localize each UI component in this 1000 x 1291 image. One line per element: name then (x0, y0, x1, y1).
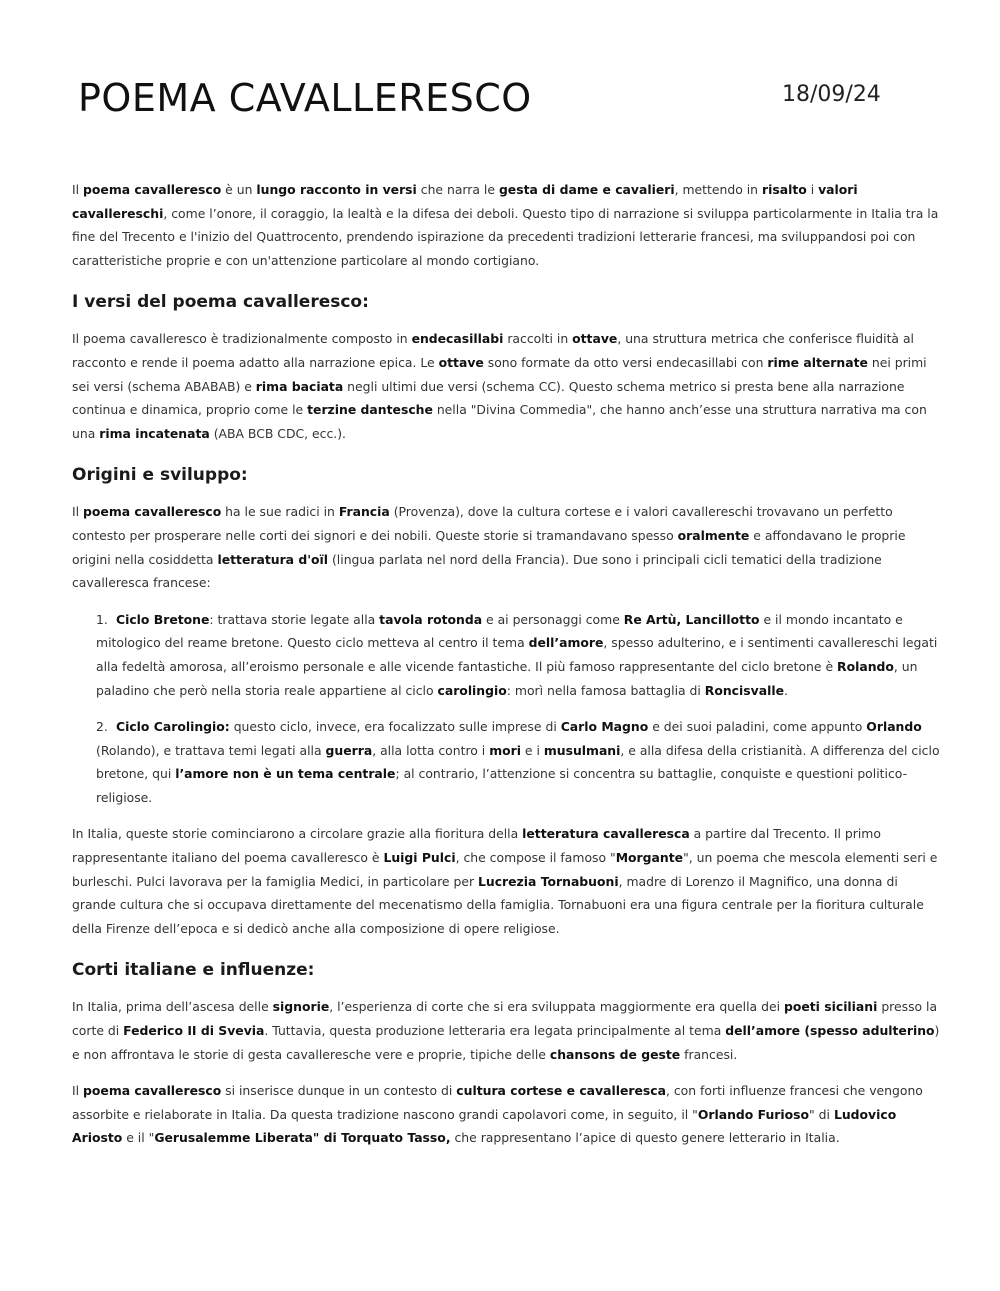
bold-term: letteratura d'oïl (217, 551, 329, 567)
bold-term: poema cavalleresco (83, 182, 222, 197)
bold-term: tavola rotonda (379, 611, 483, 627)
bold-term: risalto (761, 182, 807, 197)
bold-term: poema cavalleresco (83, 504, 222, 520)
bold-term: Carlo Magno (560, 719, 649, 735)
heading-versi: I versi del poema cavalleresco: (72, 292, 369, 313)
bold-term: ottave (438, 354, 484, 370)
bold-term: letteratura cavalleresca (522, 826, 690, 842)
bold-term: l’amore non è un tema centrale (175, 766, 396, 782)
bold-term: dell’amore (spesso adulterino (725, 1023, 935, 1039)
bold-term: Lucrezia Tornabuoni (477, 873, 619, 889)
bold-term: chansons de geste (549, 1046, 681, 1062)
bold-term: Re Artù, Lancillotto (623, 611, 760, 627)
list-number: 2. (96, 719, 108, 735)
bold-term: carolingio (437, 682, 507, 698)
bold-term: rima baciata (255, 378, 344, 394)
heading-corti: Corti italiane e influenze: (72, 960, 315, 981)
bold-term: endecasillabi (411, 331, 504, 347)
bold-term: rime alternate (767, 354, 868, 370)
bold-term: oralmente (677, 527, 750, 543)
bold-term: lungo racconto in versi (256, 182, 417, 197)
bold-term: valori cavallereschi (72, 182, 858, 221)
page-title: POEMA CAVALLERESCO (78, 76, 532, 120)
bold-term: Ludovico Ariosto (72, 1106, 897, 1146)
bold-term: guerra (325, 742, 373, 758)
bold-term: terzine dantesche (307, 402, 433, 418)
bold-term: poeti siciliani (783, 999, 878, 1015)
bold-term: Francia (338, 504, 390, 520)
bold-term: Morgante (615, 850, 684, 866)
bold-term: rima incatenata (99, 425, 210, 441)
heading-origini: Origini e sviluppo: (72, 465, 248, 486)
bold-term: Luigi Pulci (383, 850, 456, 866)
bold-term: signorie (272, 999, 330, 1015)
italia-paragraph: In Italia, queste storie cominciarono a circolare grazie alla fioritura della letteratura cavalleresca a partire dal Trecento. Il primo rappresentante italiano del poema cavalleresco è Luigi Pulci, che compose il famoso "Morgante", un poema che mescola elementi seri e burleschi. Pulci lavorava per la famiglia Medici, in particolare per Lucrezia Tornabuoni, madre di Lorenzo il Magnifico, una donna di grande cultura che si occupava direttamente del mecenatismo della famiglia. Tornabuoni era una figura centrale per la fioritura culturale della Firenze dell’epoca e si dedicò anche alla composizione di opere religiose. (72, 826, 938, 936)
list-item-ciclo-carolingio (72, 715, 940, 809)
bold-term: Rolando (837, 658, 894, 674)
list-item-ciclo-bretone (72, 608, 940, 702)
bold-term: mori (489, 742, 521, 758)
bold-term: dell’amore (528, 635, 604, 651)
bold-term: Gerusalemme Liberata" di Torquato Tasso, (154, 1130, 451, 1146)
bold-term: Orlando Furioso (697, 1106, 810, 1122)
bold-term: ottave (572, 331, 618, 347)
list-number: 1. (96, 611, 108, 627)
bold-term: Ciclo Carolingio: (116, 719, 230, 735)
bold-term: Ciclo Bretone (116, 611, 210, 627)
intro-paragraph: Il poema cavalleresco è un lungo racconto in versi che narra le gesta di dame e cavalieri, mettendo in risalto i valori cavallereschi, come l’onore, il coraggio, la lealtà e la difesa dei deboli. Questo tipo di narrazione si sviluppa particolarmente in Italia tra la fine del Trecento e l'inizio del Quattrocento, prendendo ispirazione da precedenti tradizioni letterarie francesi, ma sviluppandosi poi con caratteristiche proprie e con un'attenzione particolare al mondo cortigiano. (72, 182, 939, 268)
bold-term: Federico II di Svevia (123, 1023, 265, 1039)
corti-paragraph: In Italia, prima dell’ascesa delle signorie, l’esperienza di corte che si era sviluppata maggiormente era quella dei poeti siciliani presso la corte di Federico II di Svevia. Tuttavia, questa produzione letteraria era legata principalmente al tema dell’amore (spesso adulterino) e non affrontava le storie di gesta cavalleresche vere e proprie, tipiche delle chansons de geste francesi. (72, 999, 940, 1062)
bold-term: gesta di dame e cavalieri (498, 182, 675, 197)
bold-term: musulmani (543, 742, 621, 758)
bold-term: poema cavalleresco (83, 1083, 222, 1099)
document-body (72, 178, 940, 1163)
bold-term: cultura cortese e cavalleresca (456, 1083, 666, 1099)
cycles-list (72, 608, 940, 810)
bold-term: Roncisvalle (704, 682, 784, 698)
conclusione-paragraph: Il poema cavalleresco si inserisce dunque in un contesto di cultura cortese e cavalleresca, con forti influenze francesi che vengono assorbite e rielaborate in Italia. Da questa tradizione nascono grandi capolavori come, in seguito, il "Orlando Furioso" di Ludovico Ariosto e il "Gerusalemme Liberata" di Torquato Tasso, che rappresentano l’apice di questo genere letterario in Italia. (72, 1083, 923, 1146)
list-item-text: Ciclo Bretone: trattava storie legate alla tavola rotonda e ai personaggi come Re Artù, Lancillotto e il mondo incantato e mitologico del reame bretone. Questo ciclo metteva al centro il tema dell’amore, spesso adulterino, e i sentimenti cavallereschi legati alla fedeltà amorosa, all’eroismo personale e alle vicende fantastiche. Il più famoso rappresentante del ciclo bretone è Rolando, un paladino che però nella storia reale appartiene al ciclo carolingio: morì nella famosa battaglia di Roncisvalle. (96, 611, 938, 698)
date-label: 18/09/24 (782, 82, 881, 107)
origini-paragraph: Il poema cavalleresco ha le sue radici in Francia (Provenza), dove la cultura cortese e i valori cavallereschi trovavano un perfetto contesto per prosperare nelle corti dei signori e dei nobili. Queste storie si tramandavano spesso oralmente e affondavano le proprie origini nella cosiddetta letteratura d'oïl (lingua parlata nel nord della Francia). Due sono i principali cicli tematici della tradizione cavalleresca francese: (72, 504, 906, 591)
bold-term: Orlando (866, 719, 922, 735)
list-item-text: Ciclo Carolingio: questo ciclo, invece, era focalizzato sulle imprese di Carlo Magno e dei suoi paladini, come appunto Orlando (Rolando), e trattava temi legati alla guerra, alla lotta contro i mori e i musulmani, e alla difesa della cristianità. A differenza del ciclo bretone, qui l’amore non è un tema centrale; al contrario, l’attenzione si concentra su battaglie, conquiste e questioni politico-religiose. (96, 719, 940, 805)
versi-paragraph: Il poema cavalleresco è tradizionalmente composto in endecasillabi raccolti in ottave, una struttura metrica che conferisce fluidità al racconto e rende il poema adatto alla narrazione epica. Le ottave sono formate da otto versi endecasillabi con rime alternate nei primi sei versi (schema ABABAB) e rima baciata negli ultimi due versi (schema CC). Questo schema metrico si presta bene alla narrazione continua e dinamica, proprio come le terzine dantesche nella "Divina Commedia", che hanno anch’esse una struttura narrativa ma con una rima incatenata (ABA BCB CDC, ecc.). (72, 331, 927, 441)
